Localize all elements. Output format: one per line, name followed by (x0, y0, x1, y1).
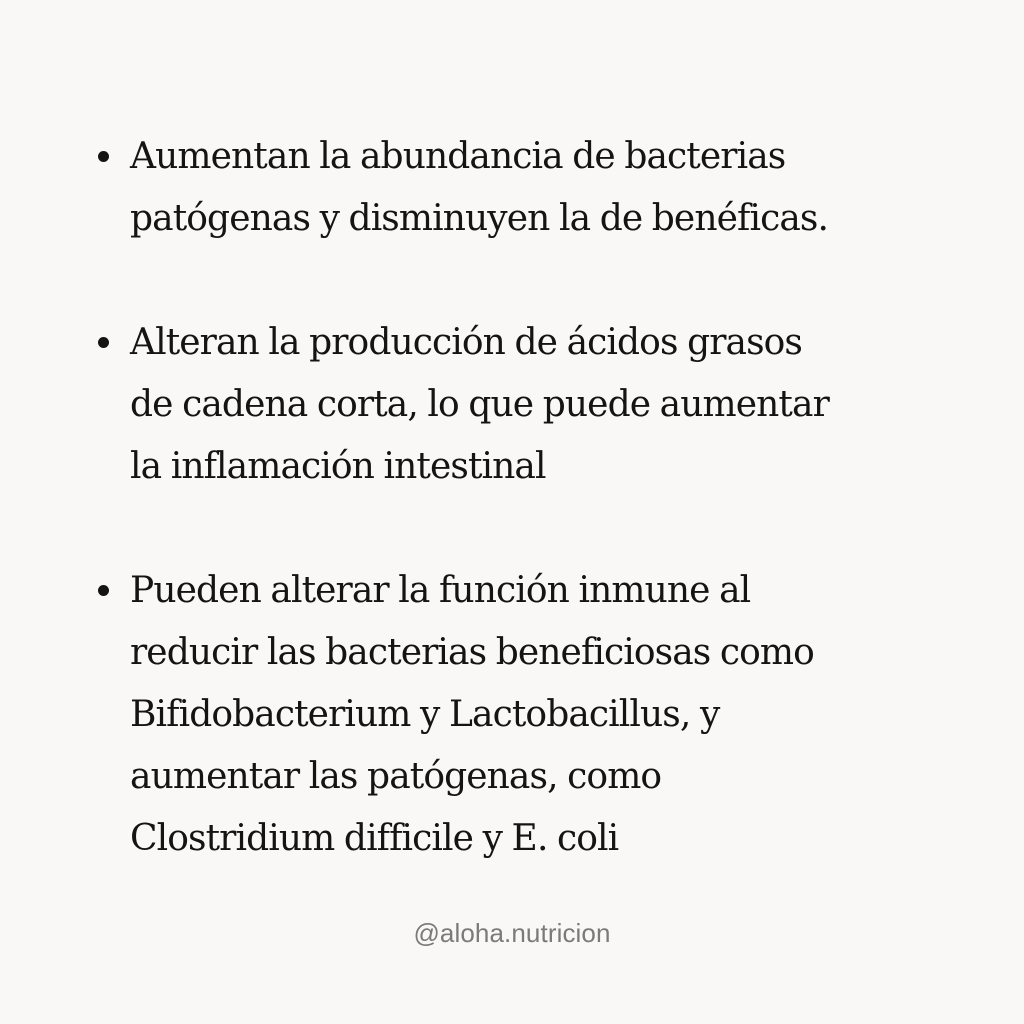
account-handle: @aloha.nutricion (413, 918, 611, 948)
bullet-item-fatty-acids (92, 312, 992, 498)
bullet-line: Pueden alterar la función inmune al (130, 570, 751, 611)
bullet-line: Bifidobacterium y Lactobacillus, y (130, 694, 720, 735)
bullet-line: Aumentan la abundancia de bacterias (130, 136, 786, 177)
bullet-line: reducir las bacterias beneficiosas como (130, 632, 814, 673)
bullet-line: patógenas y disminuyen la de benéficas. (130, 198, 829, 239)
bullet-line: la inflamación intestinal (130, 446, 546, 487)
bullet-line: Alteran la producción de ácidos grasos (130, 322, 803, 363)
bullet-item-bacteria-abundance (92, 126, 992, 250)
bullet-dot-icon (98, 337, 109, 348)
bullet-item-immune-function (92, 560, 992, 870)
bullet-dot-icon (98, 585, 109, 596)
bullet-line: Clostridium difficile y E. coli (130, 818, 619, 859)
bullet-line: aumentar las patógenas, como (130, 756, 662, 797)
bullet-list (92, 126, 992, 870)
bullet-line: de cadena corta, lo que puede aumentar (130, 384, 829, 425)
bullet-dot-icon (98, 151, 109, 162)
